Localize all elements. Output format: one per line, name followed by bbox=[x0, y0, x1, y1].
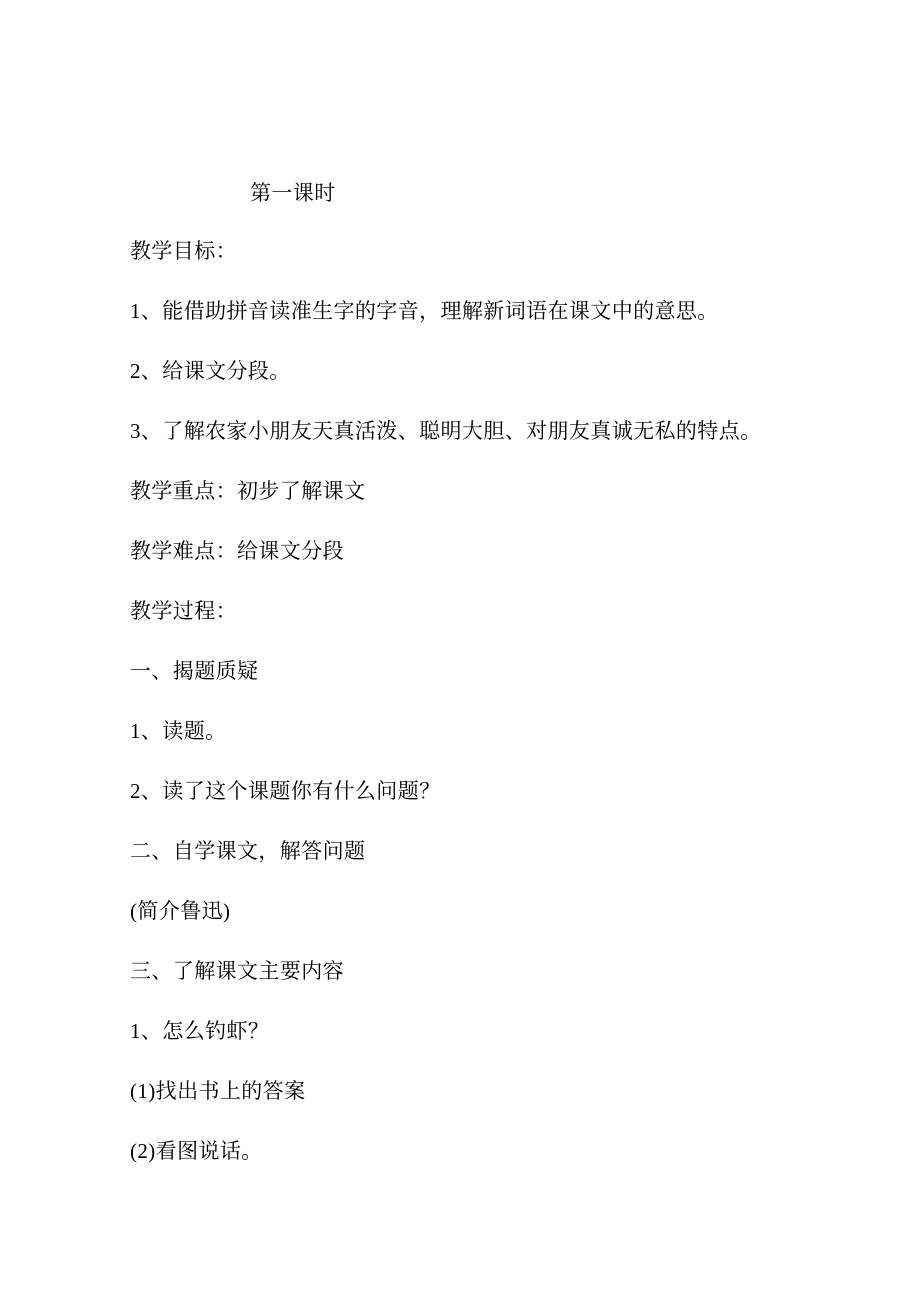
section-three-subitem-1: (1)找出书上的答案 bbox=[130, 1079, 306, 1103]
document-body bbox=[130, 178, 800, 1166]
teaching-objectives-heading: 教学目标： bbox=[130, 239, 237, 263]
section-two-note: (简介鲁迅) bbox=[130, 899, 231, 923]
section-two-heading: 二、自学课文，解答问题 bbox=[130, 839, 366, 863]
teaching-focus: 教学重点：初步了解课文 bbox=[130, 479, 366, 503]
objective-item-1: 1、能借助拼音读准生字的字音，理解新词语在课文中的意思。 bbox=[130, 299, 719, 323]
section-three-item-1: 1、怎么钓虾？ bbox=[130, 1019, 270, 1043]
teaching-process-heading: 教学过程： bbox=[130, 599, 237, 623]
lesson-title: 第一课时 bbox=[250, 181, 336, 205]
section-three-subitem-2: (2)看图说话。 bbox=[130, 1139, 263, 1163]
section-one-item-1: 1、读题。 bbox=[130, 719, 227, 743]
section-three-heading: 三、了解课文主要内容 bbox=[130, 959, 344, 983]
section-one-heading: 一、揭题质疑 bbox=[130, 659, 259, 683]
teaching-difficulty: 教学难点：给课文分段 bbox=[130, 539, 344, 563]
objective-item-3: 3、了解农家小朋友天真活泼、聪明大胆、对朋友真诚无私的特点。 bbox=[130, 419, 762, 443]
objective-item-2: 2、给课文分段。 bbox=[130, 359, 291, 383]
section-one-item-2: 2、读了这个课题你有什么问题？ bbox=[130, 779, 441, 803]
